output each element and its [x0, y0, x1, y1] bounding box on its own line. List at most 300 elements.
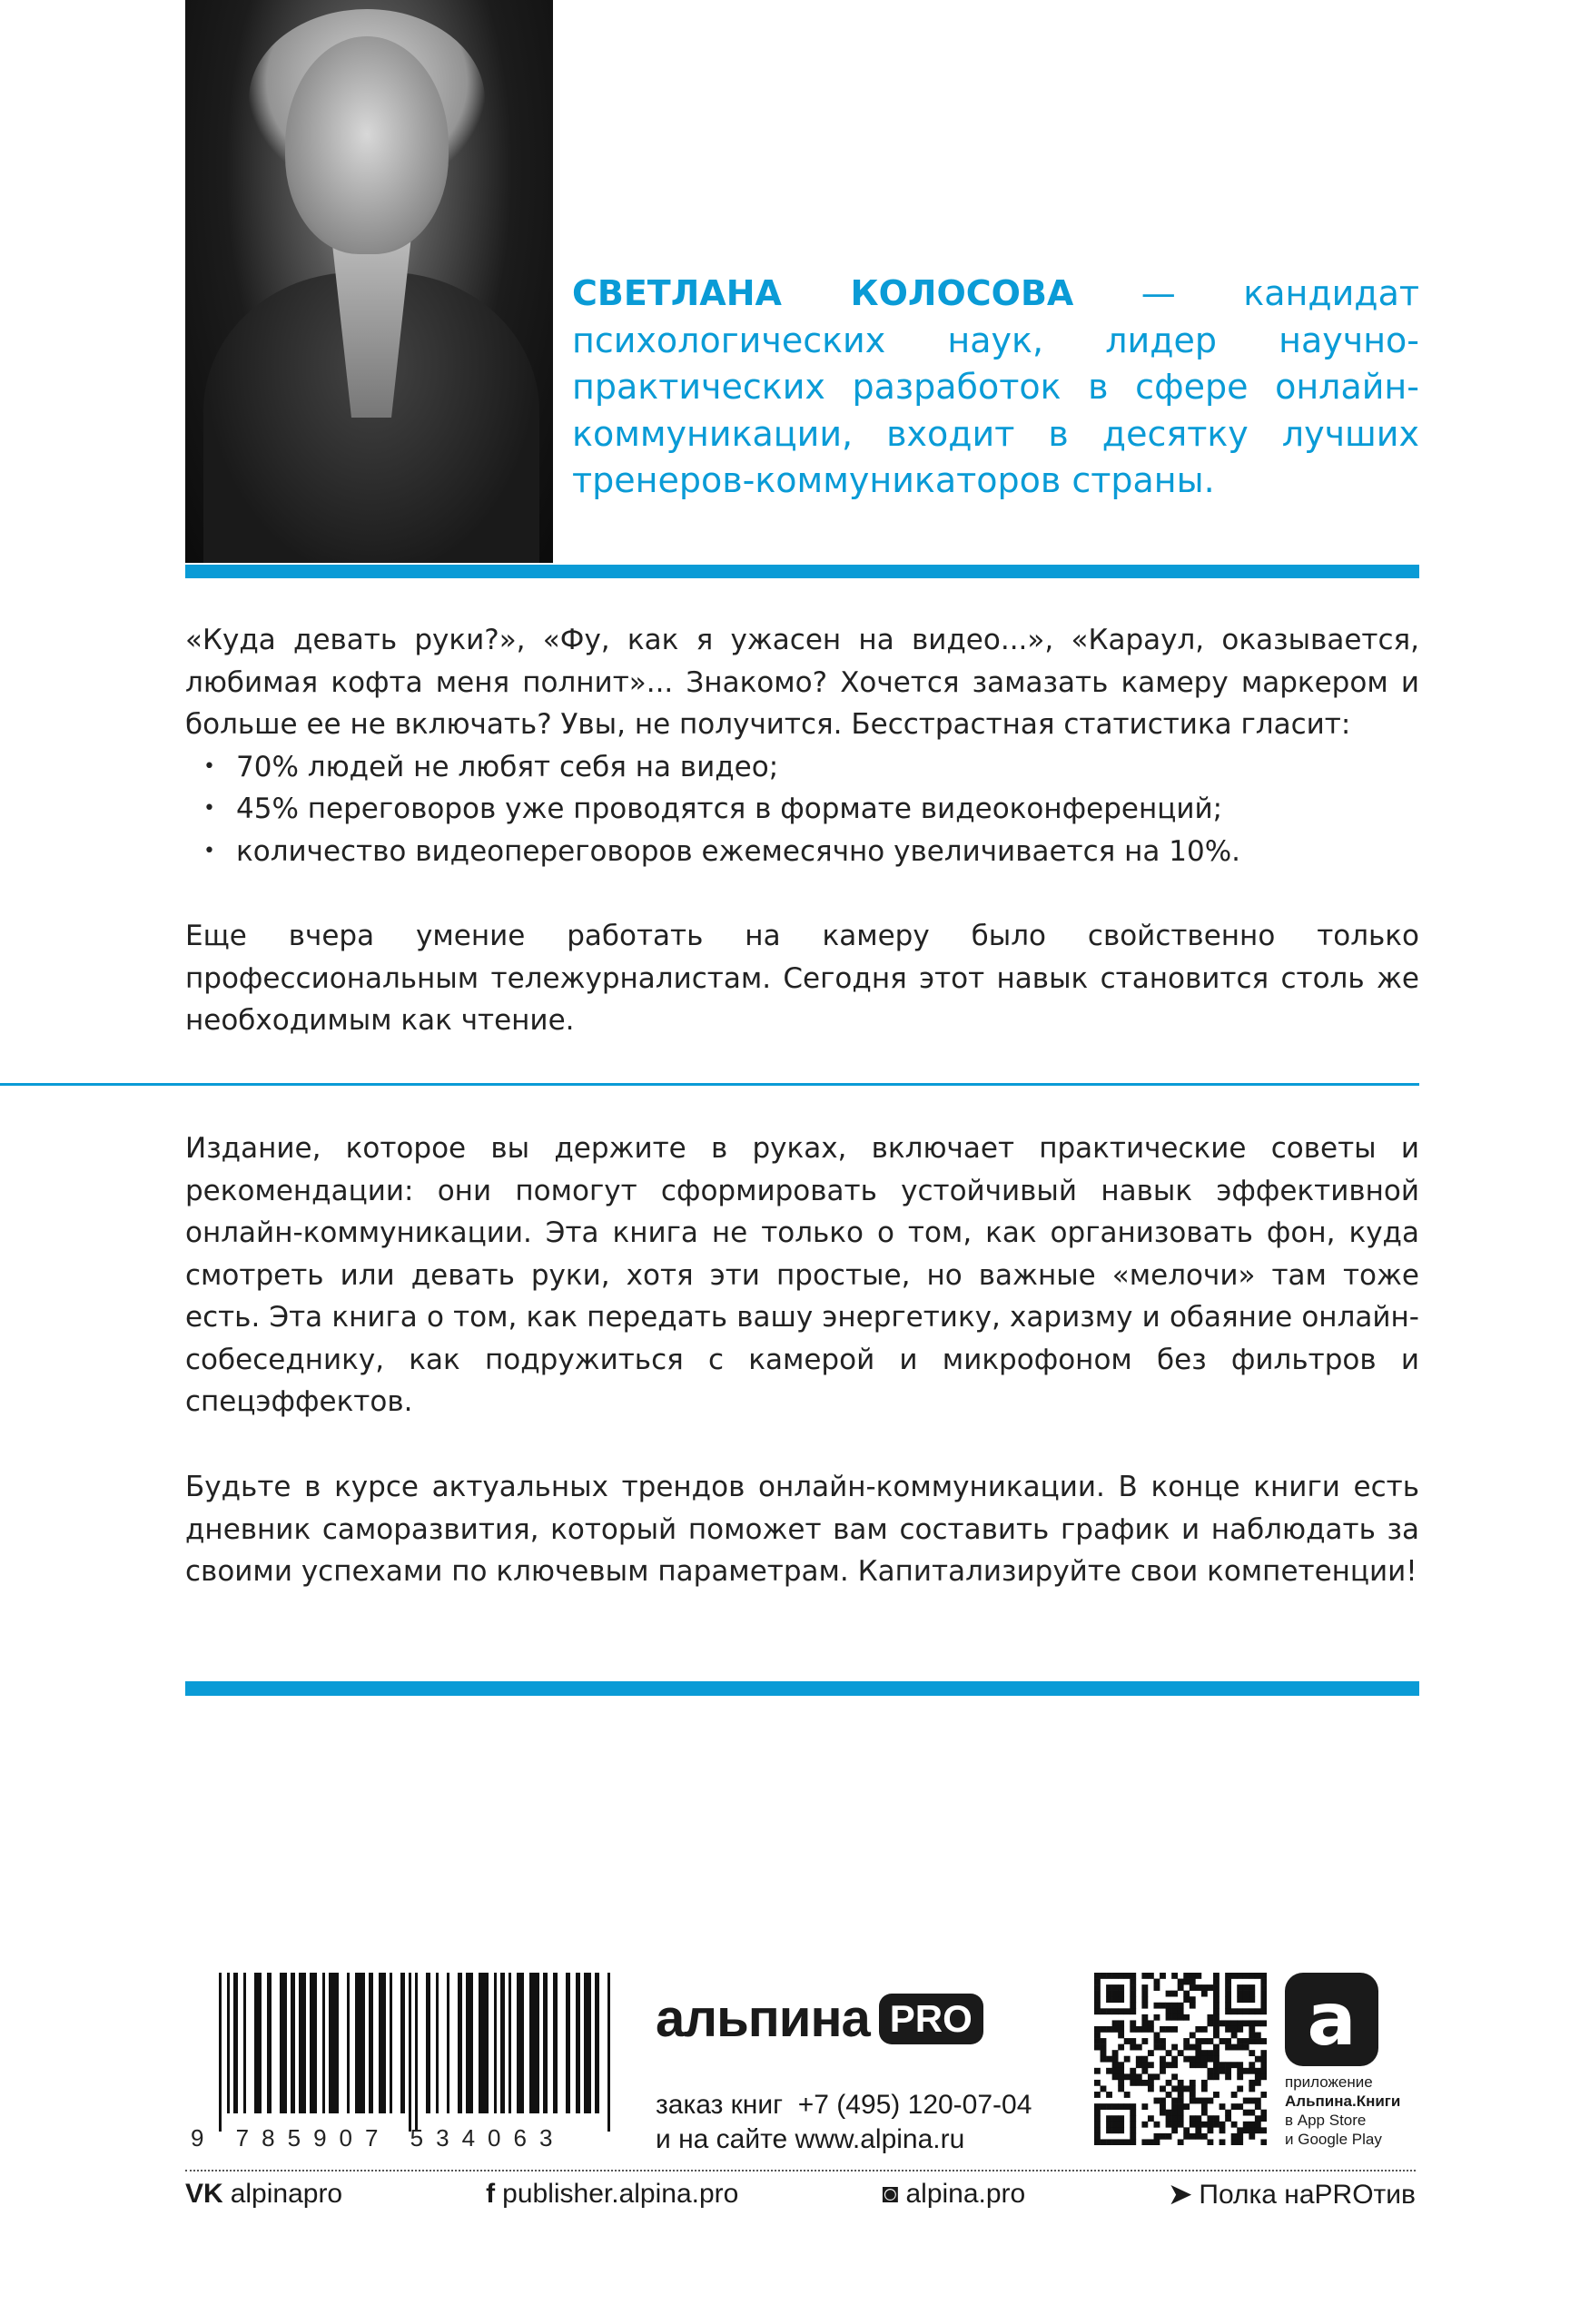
qr-module — [1213, 2068, 1219, 2074]
qr-module — [1118, 2122, 1124, 2128]
qr-module — [1130, 2103, 1136, 2110]
paragraph-4: Будьте в курсе актуальных трендов онлайн-коммуникации. В конце книги есть дневник саморазвития, который поможет вам составить график и наблюдать за своими успехами по ключевым параметрам. Капитализируйте свои компетенции! — [185, 1471, 1419, 1588]
barcode-bar — [584, 1973, 591, 2113]
qr-module — [1213, 1984, 1219, 1991]
qr-module — [1207, 2056, 1213, 2063]
qr-module — [1231, 2026, 1238, 2033]
qr-module — [1243, 2110, 1249, 2116]
qr-module — [1195, 2098, 1201, 2104]
qr-module — [1141, 2020, 1148, 2026]
qr-module — [1178, 1984, 1184, 1991]
app-name: Альпина.Книги — [1285, 2093, 1401, 2110]
qr-module — [1154, 2033, 1160, 2039]
app-info — [1285, 2073, 1400, 2149]
qr-module — [1094, 2044, 1101, 2051]
qr-module — [1112, 2103, 1119, 2110]
qr-module — [1243, 1991, 1249, 1997]
qr-module — [1160, 2044, 1166, 2051]
intro-block — [185, 619, 1419, 872]
qr-module — [1260, 1996, 1267, 2003]
barcode-bar — [400, 1973, 405, 2113]
qr-module — [1160, 2110, 1166, 2116]
social-label: Полка наPROтив — [1199, 2180, 1416, 2210]
qr-module — [1213, 1991, 1219, 1997]
qr-module — [1213, 2003, 1219, 2009]
qr-module — [1171, 2098, 1178, 2104]
barcode-bar — [595, 1973, 599, 2113]
barcode — [219, 1973, 611, 2132]
qr-module — [1130, 2044, 1136, 2051]
qr-module — [1219, 2038, 1226, 2044]
qr-module — [1136, 2062, 1142, 2068]
qr-module — [1213, 2056, 1219, 2063]
qr-module — [1141, 1973, 1148, 1979]
barcode-bar — [607, 1973, 610, 2132]
qr-module — [1148, 2080, 1154, 2086]
qr-module — [1237, 2068, 1243, 2074]
qr-module — [1118, 1973, 1124, 1979]
qr-module — [1260, 2020, 1267, 2026]
qr-module — [1178, 2115, 1184, 2122]
qr-module — [1141, 2139, 1148, 2145]
qr-module — [1178, 2080, 1184, 2086]
qr-module — [1112, 2122, 1119, 2128]
qr-module — [1201, 2080, 1208, 2086]
barcode-bar — [494, 1973, 497, 2113]
qr-module — [1112, 2056, 1119, 2063]
qr-module — [1225, 2008, 1231, 2014]
qr-module — [1094, 2068, 1101, 2074]
qr-module — [1201, 1991, 1208, 1997]
qr-module — [1154, 2098, 1160, 2104]
qr-module — [1183, 1979, 1190, 1985]
qr-module — [1178, 2110, 1184, 2116]
qr-module — [1118, 2068, 1124, 2074]
qr-module — [1237, 2103, 1243, 2110]
qr-module — [1094, 2003, 1101, 2009]
qr-module — [1207, 2014, 1213, 2021]
qr-module — [1101, 2103, 1107, 2110]
social-links — [185, 2179, 1416, 2211]
qr-module — [1118, 2020, 1124, 2026]
qr-module — [1171, 2127, 1178, 2133]
qr-module — [1190, 2085, 1196, 2092]
qr-module — [1171, 1991, 1178, 1997]
list-item: • 70% людей не любят себя на видео; — [185, 746, 1419, 789]
qr-module — [1201, 2062, 1208, 2068]
barcode-bar — [436, 1973, 439, 2113]
qr-module — [1237, 1984, 1243, 1991]
barcode-bar — [379, 1973, 386, 2113]
qr-module — [1213, 2062, 1219, 2068]
qr-module — [1213, 2033, 1219, 2039]
qr-module — [1231, 2122, 1238, 2128]
qr-module — [1130, 1979, 1136, 1985]
qr-module — [1112, 2062, 1119, 2068]
qr-module — [1106, 2139, 1112, 2145]
qr-module — [1260, 2050, 1267, 2056]
author-bio — [572, 271, 1419, 505]
qr-module — [1160, 2038, 1166, 2044]
barcode-bar — [447, 1973, 449, 2113]
qr-module — [1219, 2127, 1226, 2133]
qr-module — [1124, 2056, 1131, 2063]
qr-module — [1260, 1979, 1267, 1985]
qr-module — [1130, 2110, 1136, 2116]
qr-module — [1243, 2068, 1249, 2074]
qr-module — [1154, 2003, 1160, 2009]
qr-module — [1136, 2073, 1142, 2080]
qr-module — [1225, 2073, 1231, 2080]
qr-module — [1237, 2073, 1243, 2080]
qr-module — [1094, 2115, 1101, 2122]
logo-badge: PRO — [879, 1994, 983, 2044]
qr-module — [1178, 2008, 1184, 2014]
qr-module — [1160, 2098, 1166, 2104]
qr-module — [1118, 2085, 1124, 2092]
qr-module — [1166, 2062, 1172, 2068]
qr-module — [1195, 2044, 1201, 2051]
qr-module — [1141, 1984, 1148, 1991]
qr-module — [1225, 1996, 1231, 2003]
qr-module — [1255, 2080, 1261, 2086]
qr-module — [1190, 2003, 1196, 2009]
qr-module — [1101, 2038, 1107, 2044]
qr-module — [1201, 2133, 1208, 2140]
instagram-icon: ◙ — [882, 2179, 899, 2209]
qr-module — [1130, 2080, 1136, 2086]
qr-module — [1237, 2020, 1243, 2026]
qr-module — [1178, 2098, 1184, 2104]
qr-code — [1094, 1973, 1267, 2145]
qr-module — [1237, 2139, 1243, 2145]
qr-module — [1195, 2133, 1201, 2140]
qr-module — [1136, 2026, 1142, 2033]
barcode-bar — [267, 1973, 272, 2113]
qr-module — [1130, 2020, 1136, 2026]
qr-module — [1106, 1996, 1112, 2003]
qr-module — [1166, 2014, 1172, 2021]
qr-module — [1255, 2038, 1261, 2044]
barcode-bar — [509, 1973, 511, 2113]
qr-module — [1118, 2103, 1124, 2110]
qr-module — [1171, 2073, 1178, 2080]
social-label: alpinapro — [230, 2179, 343, 2209]
qr-module — [1195, 2056, 1201, 2063]
qr-module — [1171, 2056, 1178, 2063]
barcode-bar — [291, 1973, 295, 2113]
barcode-bar — [458, 1973, 462, 2113]
qr-module — [1124, 1973, 1131, 1979]
qr-module — [1166, 2115, 1172, 2122]
statistics-list — [185, 746, 1419, 873]
qr-module — [1231, 2103, 1238, 2110]
qr-module — [1207, 2073, 1213, 2080]
qr-module — [1154, 2133, 1160, 2140]
qr-module — [1094, 2008, 1101, 2014]
qr-module — [1190, 2092, 1196, 2098]
qr-module — [1094, 2033, 1101, 2039]
qr-module — [1112, 1991, 1119, 1997]
qr-module — [1231, 2008, 1238, 2014]
barcode-bar — [553, 1973, 558, 2113]
qr-module — [1225, 2026, 1231, 2033]
qr-module — [1118, 2080, 1124, 2086]
qr-module — [1178, 2139, 1184, 2145]
qr-module — [1213, 2044, 1219, 2051]
qr-module — [1154, 2139, 1160, 2145]
qr-module — [1201, 2038, 1208, 2044]
qr-module — [1094, 2127, 1101, 2133]
qr-module — [1190, 2122, 1196, 2128]
qr-module — [1136, 2056, 1142, 2063]
qr-module — [1255, 2056, 1261, 2063]
qr-module — [1255, 2127, 1261, 2133]
qr-module — [1166, 1991, 1172, 1997]
qr-module — [1130, 2008, 1136, 2014]
qr-module — [1148, 2050, 1154, 2056]
qr-module — [1171, 2115, 1178, 2122]
qr-module — [1201, 2056, 1208, 2063]
qr-module — [1225, 2044, 1231, 2051]
qr-module — [1260, 2073, 1267, 2080]
social-vk[interactable] — [185, 2179, 342, 2211]
qr-module — [1243, 2008, 1249, 2014]
qr-module — [1148, 2062, 1154, 2068]
paragraph-3: Издание, которое вы держите в руках, включает практические советы и рекомендации: они помогут сформировать устойчивый навык эффективной онлайн-коммуникации. Эта книга не только о том, как организовать фон, куда смотреть или девать руки, хотя эти простые, но важные «мелочи» там тоже есть. Эта книга о том, как передать вашу энергетику, харизму и обаяние онлайн-собеседнику, как подружиться с камерой и микрофоном без фильтров и спецэффектов. — [185, 1132, 1419, 1418]
qr-module — [1124, 2139, 1131, 2145]
qr-module — [1195, 2038, 1201, 2044]
qr-module — [1201, 2122, 1208, 2128]
barcode-bar — [322, 1973, 325, 2113]
qr-module — [1148, 2026, 1154, 2033]
qr-module — [1260, 1973, 1267, 1979]
qr-module — [1237, 2062, 1243, 2068]
list-item: • количество видеопереговоров ежемесячно увеличивается на 10%. — [185, 831, 1419, 873]
qr-module — [1118, 2033, 1124, 2039]
qr-module — [1136, 2080, 1142, 2086]
qr-module — [1141, 1996, 1148, 2003]
qr-module — [1213, 2050, 1219, 2056]
qr-module — [1195, 1984, 1201, 1991]
qr-module — [1130, 2068, 1136, 2074]
qr-module — [1171, 1973, 1178, 1979]
qr-module — [1190, 2133, 1196, 2140]
qr-module — [1243, 2038, 1249, 2044]
qr-module — [1094, 1996, 1101, 2003]
qr-module — [1225, 2115, 1231, 2122]
barcode-bar — [280, 1973, 287, 2113]
qr-module — [1207, 2038, 1213, 2044]
qr-module — [1243, 1973, 1249, 1979]
qr-module — [1141, 2068, 1148, 2074]
barcode-bar — [310, 1973, 317, 2113]
qr-module — [1207, 2127, 1213, 2133]
qr-module — [1201, 2050, 1208, 2056]
qr-module — [1101, 1973, 1107, 1979]
qr-module — [1249, 1996, 1255, 2003]
facebook-icon: f — [486, 2179, 496, 2209]
qr-module — [1225, 2020, 1231, 2026]
qr-module — [1160, 2003, 1166, 2009]
qr-module — [1130, 2073, 1136, 2080]
qr-module — [1249, 2098, 1255, 2104]
qr-module — [1260, 1991, 1267, 1997]
qr-module — [1231, 2062, 1238, 2068]
paragraph-2: Еще вчера умение работать на камеру было свойственно только профессиональным тележурналистам. Сегодня этот навык становится столь же необходимым как чтение. — [185, 920, 1419, 1037]
qr-module — [1260, 2062, 1267, 2068]
qr-module — [1118, 1984, 1124, 1991]
qr-module — [1249, 2050, 1255, 2056]
logo-word: альпина — [656, 1989, 870, 2048]
barcode-bar — [426, 1973, 430, 2113]
app-line: приложение — [1285, 2073, 1373, 2091]
qr-module — [1178, 2103, 1184, 2110]
qr-module — [1190, 1984, 1196, 1991]
qr-module — [1106, 2068, 1112, 2074]
qr-module — [1112, 2127, 1119, 2133]
qr-module — [1141, 2122, 1148, 2128]
qr-module — [1118, 1991, 1124, 1997]
qr-module — [1213, 2020, 1219, 2026]
telegram-icon: ➤ — [1169, 2180, 1192, 2210]
qr-module — [1183, 1973, 1190, 1979]
qr-module — [1237, 1996, 1243, 2003]
qr-module — [1249, 2110, 1255, 2116]
qr-module — [1190, 2115, 1196, 2122]
qr-module — [1255, 2098, 1261, 2104]
qr-module — [1094, 2110, 1101, 2116]
qr-module — [1213, 1979, 1219, 1985]
qr-module — [1260, 2003, 1267, 2009]
qr-module — [1154, 2038, 1160, 2044]
qr-module — [1213, 2008, 1219, 2014]
qr-module — [1178, 2092, 1184, 2098]
qr-module — [1178, 1979, 1184, 1985]
qr-module — [1195, 2062, 1201, 2068]
qr-module — [1136, 2044, 1142, 2051]
qr-module — [1118, 2115, 1124, 2122]
barcode-bar — [500, 1973, 505, 2113]
social-facebook[interactable] — [486, 2179, 738, 2211]
qr-module — [1166, 2008, 1172, 2014]
qr-module — [1124, 2103, 1131, 2110]
qr-module — [1225, 2003, 1231, 2009]
qr-module — [1255, 2020, 1261, 2026]
qr-module — [1141, 2062, 1148, 2068]
qr-module — [1106, 2008, 1112, 2014]
qr-module — [1225, 2038, 1231, 2044]
qr-module — [1190, 1996, 1196, 2003]
qr-module — [1213, 1973, 1219, 1979]
barcode-bar — [233, 1973, 238, 2113]
qr-module — [1141, 2103, 1148, 2110]
qr-module — [1231, 2044, 1238, 2051]
qr-module — [1260, 2127, 1267, 2133]
qr-module — [1231, 2020, 1238, 2026]
qr-module — [1207, 2139, 1213, 2145]
qr-module — [1148, 2085, 1154, 2092]
app-line: в App Store — [1285, 2112, 1367, 2129]
qr-module — [1255, 2073, 1261, 2080]
qr-module — [1255, 2122, 1261, 2128]
qr-module — [1171, 2008, 1178, 2014]
order-phone: заказ книг +7 (495) 120-07-04 — [656, 2090, 1032, 2120]
qr-module — [1171, 2122, 1178, 2128]
qr-module — [1101, 2056, 1107, 2063]
qr-module — [1260, 2139, 1267, 2145]
qr-module — [1106, 2122, 1112, 2128]
qr-module — [1190, 2033, 1196, 2039]
qr-module — [1118, 1996, 1124, 2003]
barcode-bar — [369, 1973, 373, 2113]
qr-module — [1160, 2068, 1166, 2074]
qr-module — [1166, 2080, 1172, 2086]
qr-module — [1219, 2122, 1226, 2128]
qr-module — [1112, 1996, 1119, 2003]
qr-module — [1207, 2068, 1213, 2074]
qr-module — [1231, 1973, 1238, 1979]
qr-module — [1112, 2008, 1119, 2014]
qr-module — [1225, 2068, 1231, 2074]
qr-module — [1171, 2026, 1178, 2033]
qr-module — [1094, 2026, 1101, 2033]
qr-module — [1183, 1991, 1190, 1997]
qr-module — [1260, 2068, 1267, 2074]
list-item: • 45% переговоров уже проводятся в формате видеоконференций; — [185, 788, 1419, 831]
qr-module — [1237, 2127, 1243, 2133]
qr-module — [1141, 2056, 1148, 2063]
qr-module — [1183, 2085, 1190, 2092]
qr-module — [1154, 1984, 1160, 1991]
qr-module — [1124, 2073, 1131, 2080]
qr-module — [1219, 2062, 1226, 2068]
isbn-digits: 9 785907 534063 — [191, 2124, 566, 2152]
qr-module — [1171, 2044, 1178, 2051]
qr-module — [1118, 2044, 1124, 2051]
qr-module — [1094, 1973, 1101, 1979]
vk-icon: VK — [185, 2179, 223, 2209]
social-telegram[interactable] — [1169, 2179, 1416, 2211]
qr-module — [1260, 2115, 1267, 2122]
qr-module — [1190, 2044, 1196, 2051]
divider-bar-bottom — [185, 1681, 1419, 1696]
qr-module — [1166, 2122, 1172, 2128]
qr-module — [1183, 2133, 1190, 2140]
qr-module — [1141, 2038, 1148, 2044]
barcode-bar — [576, 1973, 580, 2113]
qr-module — [1249, 1984, 1255, 1991]
qr-module — [1225, 1979, 1231, 1985]
qr-module — [1183, 2014, 1190, 2021]
qr-module — [1225, 2062, 1231, 2068]
qr-module — [1118, 2127, 1124, 2133]
qr-module — [1141, 2003, 1148, 2009]
qr-module — [1249, 2062, 1255, 2068]
qr-module — [1249, 2068, 1255, 2074]
qr-module — [1154, 2122, 1160, 2128]
qr-module — [1249, 2133, 1255, 2140]
barcode-bar — [409, 1973, 411, 2132]
barcode-bar — [347, 1973, 350, 2113]
qr-module — [1213, 2092, 1219, 2098]
qr-module — [1195, 2127, 1201, 2133]
qr-module — [1255, 2008, 1261, 2014]
social-instagram[interactable] — [882, 2179, 1025, 2211]
order-website: и на сайте www.alpina.ru — [656, 2124, 965, 2154]
barcode-bar — [243, 1973, 246, 2113]
qr-module — [1160, 1973, 1166, 1979]
